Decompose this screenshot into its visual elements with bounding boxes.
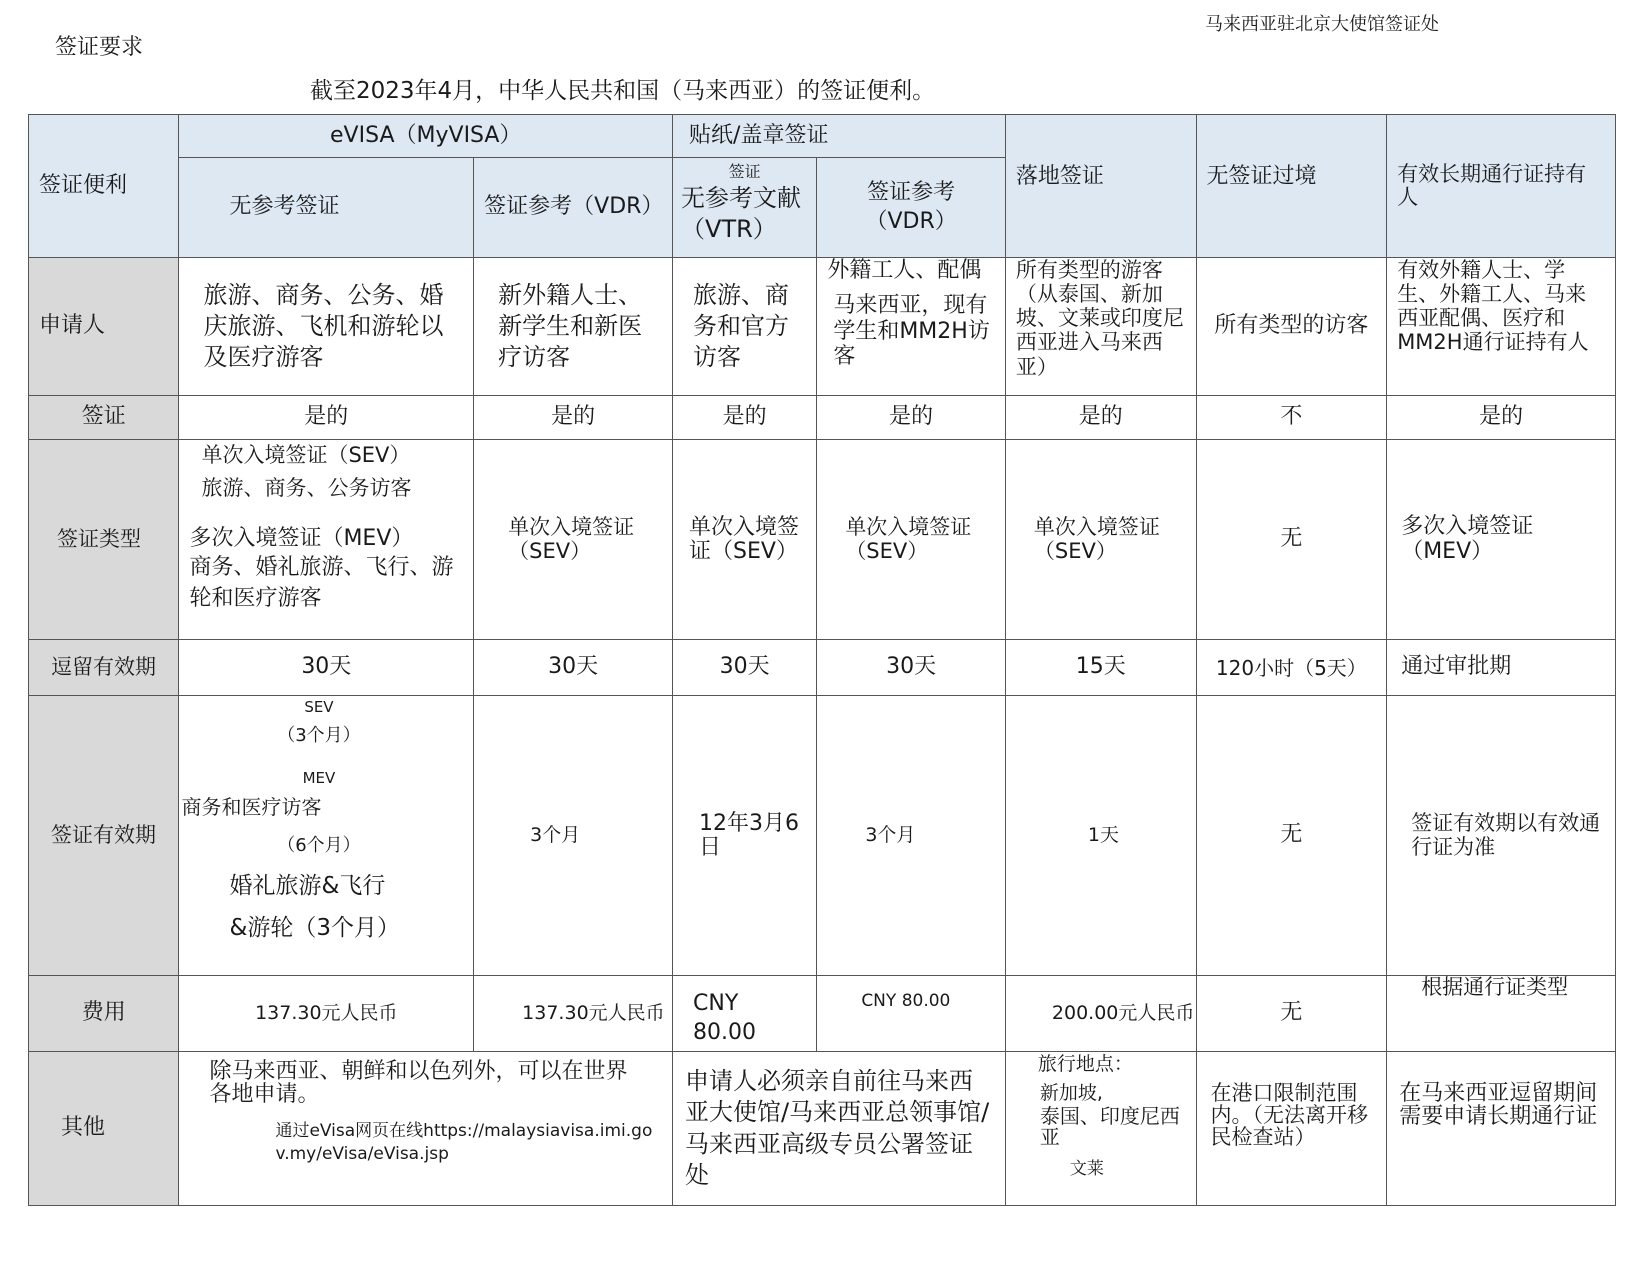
cell-applicant-sticker-vtr: 旅游、商务和官方访客 <box>673 258 817 396</box>
cell-stay-evisa-vdr: 30天 <box>474 640 673 696</box>
row-other-label: 其他 <box>29 1052 179 1206</box>
cell-applicant-evisa-noref: 旅游、商务、公务、婚庆旅游、飞机和游轮以及医疗游客 <box>179 258 474 396</box>
cell-visa-transit: 不 <box>1196 396 1387 440</box>
cell-other-voa <box>1005 1052 1196 1206</box>
row-visa-label: 签证 <box>29 396 179 440</box>
validity-evisa-mev: MEV <box>302 768 336 787</box>
cell-visa-sticker-vdr: 是的 <box>817 396 1006 440</box>
cell-visa-pass: 是的 <box>1387 396 1616 440</box>
validity-evisa-mev-period: （6个月） <box>277 835 361 857</box>
row-visa <box>29 396 1616 440</box>
col-sticker-vdr-header: 签证参考（VDR） <box>817 158 1006 258</box>
other-voa-1: 新加坡, <box>1039 1081 1103 1104</box>
cell-applicant-voa: 所有类型的游客（从泰国、新加坡、文莱或印度尼西亚进入马来西亚） <box>1005 258 1196 396</box>
other-voa-2: 泰国、印度尼西亚 <box>1039 1103 1180 1149</box>
other-voa-3: 文莱 <box>1069 1158 1104 1179</box>
col-evisa-vdr-header: 签证参考（VDR） <box>474 158 673 258</box>
cell-stay-transit: 120小时（5天） <box>1196 640 1387 696</box>
group-evisa: eVISA（MyVISA） <box>179 115 673 158</box>
cell-type-sticker-vdr: 单次入境签证（SEV） <box>817 440 1006 640</box>
row-stay <box>29 640 1616 696</box>
cell-fee-sticker-vdr: CNY 80.00 <box>817 976 1006 1052</box>
row-other <box>29 1052 1616 1206</box>
cell-applicant-sticker-vdr <box>817 258 1006 396</box>
col-sticker-vtr-top: 签证 <box>728 162 761 181</box>
other-evisa-url: 通过eVisa网页在线https://malaysiavisa.imi.gov.my/eVisa/eVisa.jsp <box>275 1121 653 1165</box>
validity-evisa-sev-period: （3个月） <box>277 724 361 746</box>
col-voa-header: 落地签证 <box>1005 115 1196 258</box>
col-sticker-vtr-label: 无参考文献（VTR） <box>681 183 802 243</box>
cell-validity-voa: 1天 <box>1005 696 1196 976</box>
cell-visa-sticker-vtr: 是的 <box>673 396 817 440</box>
cell-stay-pass: 通过审批期 <box>1387 640 1616 696</box>
type-evisa-sev-desc: 旅游、商务、公务访客 <box>201 476 412 501</box>
cell-validity-pass: 签证有效期以有效通行证为准 <box>1387 696 1616 976</box>
cell-type-transit: 无 <box>1196 440 1387 640</box>
cell-validity-evisa-noref <box>179 696 474 976</box>
cell-validity-sticker-vtr: 12年3月6日 <box>673 696 817 976</box>
validity-evisa-wedding-2: &游轮（3个月） <box>229 914 401 941</box>
cell-validity-transit: 无 <box>1196 696 1387 976</box>
cell-other-pass: 在马来西亚逗留期间需要申请长期通行证 <box>1387 1052 1616 1206</box>
group-sticker: 贴纸/盖章签证 <box>673 115 1006 158</box>
cell-fee-voa: 200.00元人民币 <box>1005 976 1196 1052</box>
cell-other-transit: 在港口限制范围内。（无法离开移民检查站） <box>1196 1052 1387 1206</box>
row-type-label: 签证类型 <box>29 440 179 640</box>
cell-stay-evisa-noref: 30天 <box>179 640 474 696</box>
cell-fee-evisa-noref: 137.30元人民币 <box>179 976 474 1052</box>
cell-type-voa: 单次入境签证（SEV） <box>1005 440 1196 640</box>
other-evisa-main: 除马来西亚、朝鲜和以色列外，可以在世界各地申请。 <box>209 1059 628 1108</box>
row-fee-label: 费用 <box>29 976 179 1052</box>
row-type <box>29 440 1616 640</box>
visa-table <box>28 114 1616 1206</box>
type-evisa-sev: 单次入境签证（SEV） <box>201 443 411 467</box>
other-voa-title: 旅行地点： <box>1037 1053 1133 1076</box>
cell-stay-sticker-vdr: 30天 <box>817 640 1006 696</box>
cell-validity-sticker-vdr: 3个月 <box>817 696 1006 976</box>
header-right: 马来西亚驻北京大使馆签证处 <box>1205 14 1439 35</box>
cell-stay-sticker-vtr: 30天 <box>673 640 817 696</box>
row-stay-label: 逗留有效期 <box>29 640 179 696</box>
cell-stay-voa: 15天 <box>1005 640 1196 696</box>
applicant-sticker-vdr-line2: 马来西亚，现有学生和MM2H访客 <box>833 293 990 369</box>
validity-evisa-sev: SEV <box>304 698 334 716</box>
group-header-row <box>29 115 1616 158</box>
row-applicant <box>29 258 1616 396</box>
row-applicant-label: 申请人 <box>29 258 179 396</box>
row-validity-label: 签证有效期 <box>29 696 179 976</box>
type-evisa-mev: 多次入境签证（MEV） <box>189 525 414 551</box>
row-validity <box>29 696 1616 976</box>
corner-header: 签证便利 <box>29 115 179 258</box>
cell-applicant-pass: 有效外籍人士、学生、外籍工人、马来西亚配偶、医疗和MM2H通行证持有人 <box>1387 258 1616 396</box>
type-evisa-mev-desc: 商务、婚礼旅游、飞行、游轮和医疗游客 <box>189 555 454 611</box>
row-fee <box>29 976 1616 1052</box>
cell-fee-pass: 根据通行证类型 <box>1387 976 1616 1052</box>
validity-evisa-mev-desc: 商务和医疗访客 <box>181 795 322 820</box>
cell-other-sticker: 申请人必须亲自前往马来西亚大使馆/马来西亚总领事馆/马来西亚高级专员公署签证处 <box>673 1052 1006 1206</box>
col-pass-header: 有效长期通行证持有人 <box>1387 115 1616 258</box>
cell-visa-evisa-vdr: 是的 <box>474 396 673 440</box>
cell-visa-voa: 是的 <box>1005 396 1196 440</box>
validity-evisa-wedding-1: 婚礼旅游&飞行 <box>229 872 386 899</box>
document-title: 截至2023年4月，中华人民共和国（马来西亚）的签证便利。 <box>310 78 936 104</box>
cell-type-evisa-noref <box>179 440 474 640</box>
cell-visa-evisa-noref: 是的 <box>179 396 474 440</box>
cell-applicant-transit: 所有类型的访客 <box>1196 258 1387 396</box>
col-transit-header: 无签证过境 <box>1196 115 1387 258</box>
col-sticker-vtr-header <box>673 158 817 258</box>
cell-fee-sticker-vtr: CNY 80.00 <box>673 976 817 1052</box>
cell-fee-evisa-vdr: 137.30元人民币 <box>474 976 673 1052</box>
cell-validity-evisa-vdr: 3个月 <box>474 696 673 976</box>
cell-other-evisa <box>179 1052 673 1206</box>
cell-type-sticker-vtr: 单次入境签证（SEV） <box>673 440 817 640</box>
cell-type-evisa-vdr: 单次入境签证（SEV） <box>474 440 673 640</box>
applicant-sticker-vdr-line1: 外籍工人、配偶 <box>827 258 982 283</box>
header-left: 签证要求 <box>55 35 144 60</box>
col-evisa-noref-header: 无参考签证 <box>179 158 474 258</box>
cell-type-pass: 多次入境签证（MEV） <box>1387 440 1616 640</box>
cell-fee-transit: 无 <box>1196 976 1387 1052</box>
cell-applicant-evisa-vdr: 新外籍人士、新学生和新医疗访客 <box>474 258 673 396</box>
